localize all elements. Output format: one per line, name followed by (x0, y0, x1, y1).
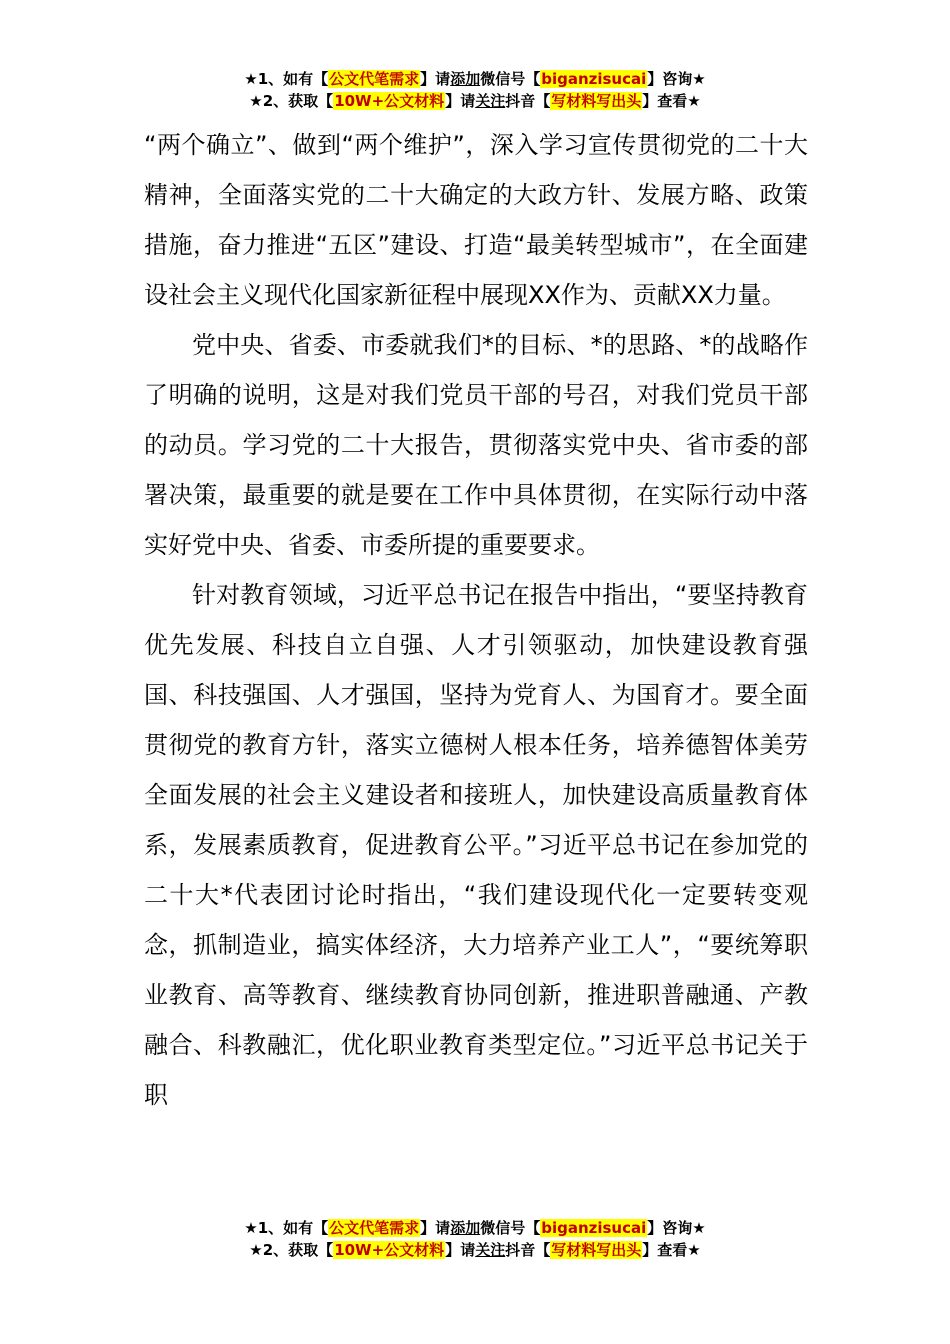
header-line-2-mid2: 抖音【 (505, 92, 551, 110)
highlight-wechat-id: biganzisucai (541, 1219, 647, 1237)
paragraph-1: “两个确立”、做到“两个维护”，深入学习宣传贯彻党的二十大精神，全面落实党的二十大确定的大政方针、发展方略、政策措施，奋力推进“五区”建设、打造“最美转型城市”，在全面建设社会主义现代化国家新征程中展现XX作为、贡献XX力量。 (144, 131, 808, 309)
footer-line-2-mid2: 抖音【 (505, 1241, 551, 1259)
footer-line-1 (0, 1217, 950, 1239)
header-line-1-underline: 添加 (450, 70, 481, 88)
header-line-1 (0, 68, 950, 90)
footer-banner (0, 1217, 950, 1261)
highlight-douyin: 写材料写出头 (551, 92, 642, 110)
paragraph-2: 党中央、省委、市委就我们*的目标、*的思路、*的战略作了明确的说明，这是对我们党员干部的号召，对我们党员干部的动员。学习党的二十大报告，贯彻落实党中央、省市委的部署决策，最重要的就是要在工作中具体贯彻，在实际行动中落实好党中央、省委、市委所提的重要要求。 (144, 331, 808, 559)
highlight-wechat-id: biganzisucai (541, 70, 647, 88)
highlight-douyin: 写材料写出头 (551, 1241, 642, 1259)
footer-line-2-prefix: ★2、获取【 (249, 1241, 334, 1259)
footer-line-2 (0, 1239, 950, 1261)
highlight-materials: 10W+公文材料 (334, 92, 445, 110)
header-line-2-underline: 关注 (475, 92, 506, 110)
footer-line-2-underline: 关注 (475, 1241, 506, 1259)
header-line-2-prefix: ★2、获取【 (249, 92, 334, 110)
header-line-1-suffix: 】咨询★ (647, 70, 706, 88)
header-line-1-prefix: ★1、如有【 (244, 70, 329, 88)
header-line-2-mid1: 】请 (445, 92, 476, 110)
header-line-2-suffix: 】查看★ (642, 92, 701, 110)
paragraph-3: 针对教育领域，习近平总书记在报告中指出，“要坚持教育优先发展、科技自立自强、人才引领驱动，加快建设教育强国、科技强国、人才强国，坚持为党育人、为国育才。要全面贯彻党的教育方针，落实立德树人根本任务，培养德智体美劳全面发展的社会主义建设者和接班人，加快建设高质量教育体系，发展素质教育，促进教育公平。”习近平总书记在参加党的二十大*代表团讨论时指出，“我们建设现代化一定要转变观念，抓制造业，搞实体经济，大力培养产业工人”，“要统筹职业教育、高等教育、继续教育协同创新，推进职普融通、产教融合、科教融汇，优化职业教育类型定位。”习近平总书记关于职 (144, 581, 808, 1109)
footer-line-1-mid2: 微信号【 (480, 1219, 541, 1237)
footer-line-1-prefix: ★1、如有【 (244, 1219, 329, 1237)
document-body (144, 120, 808, 1120)
header-line-1-mid2: 微信号【 (480, 70, 541, 88)
footer-line-1-mid1: 】请 (420, 1219, 451, 1237)
footer-line-2-mid1: 】请 (445, 1241, 476, 1259)
header-banner (0, 68, 950, 112)
footer-line-1-suffix: 】咨询★ (647, 1219, 706, 1237)
highlight-ghostwriting: 公文代笔需求 (329, 1219, 420, 1237)
header-line-2 (0, 90, 950, 112)
footer-line-2-suffix: 】查看★ (642, 1241, 701, 1259)
footer-line-1-underline: 添加 (450, 1219, 481, 1237)
highlight-ghostwriting: 公文代笔需求 (329, 70, 420, 88)
highlight-materials: 10W+公文材料 (334, 1241, 445, 1259)
header-line-1-mid1: 】请 (420, 70, 451, 88)
